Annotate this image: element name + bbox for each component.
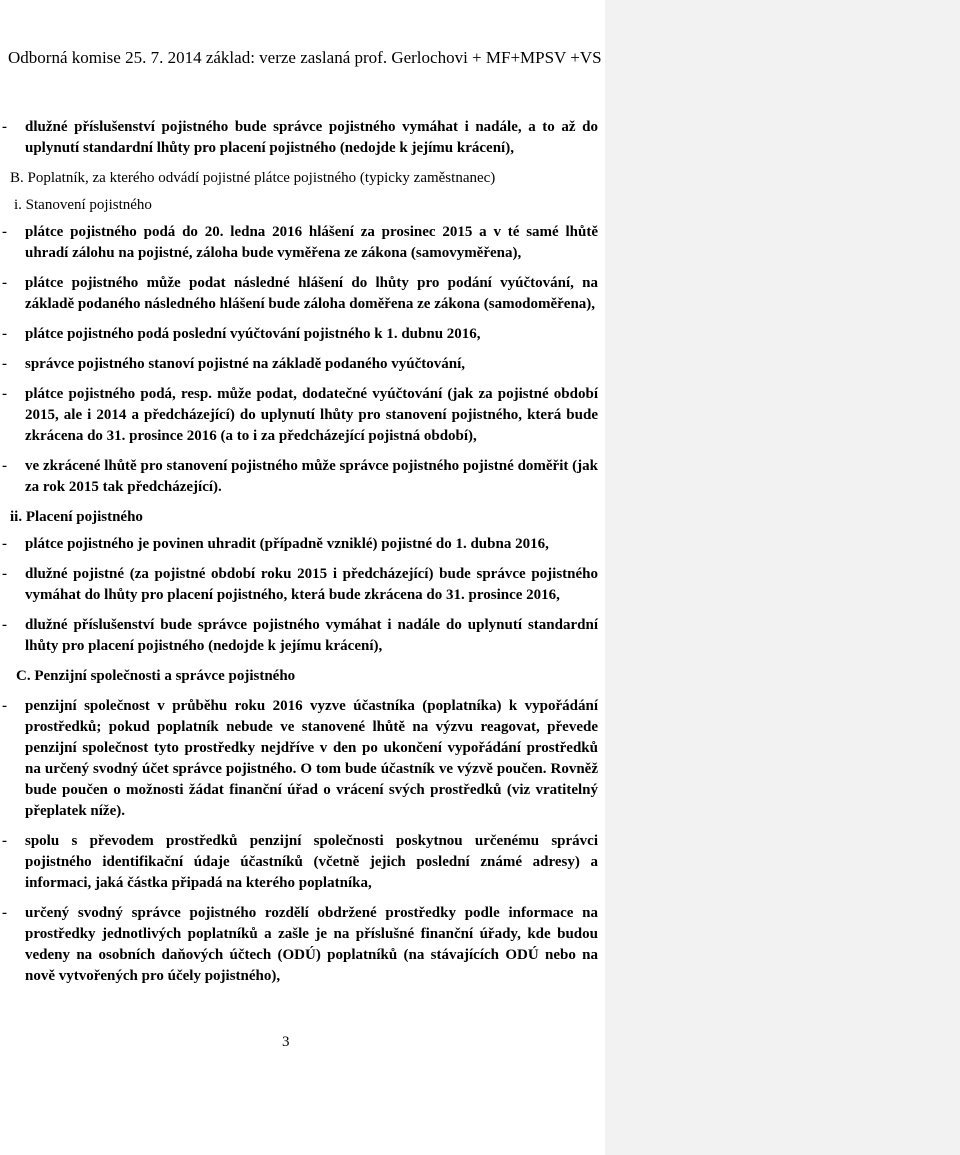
item-text: plátce pojistného je povinen uhradit (případně vzniklé) pojistné do 1. dubna 2016, [25, 536, 549, 552]
list-item [0, 222, 598, 264]
list-item [0, 384, 598, 447]
bullet-dash: - [2, 698, 7, 714]
list-item [0, 456, 598, 498]
bullet-dash: - [2, 326, 7, 342]
item-text: plátce pojistného podá poslední vyúčtování pojistného k 1. dubnu 2016, [25, 326, 481, 342]
item-text: spolu s převodem prostředků penzijní společnosti poskytnou určenému správci pojistného identifikační údaje účastníků (včetně jejich poslední známé adresy) a informaci, jaká částka připadá na kterého poplatníka, [25, 833, 598, 891]
list-item [0, 273, 598, 315]
subsection-ii-heading: ii. Placení pojistného [10, 509, 143, 525]
list-item [0, 903, 598, 987]
list-item [0, 354, 598, 375]
bullet-dash: - [2, 617, 7, 633]
bullet-dash: - [2, 905, 7, 921]
list-item [0, 534, 598, 555]
list-item [0, 696, 598, 822]
viewer-side-panel [605, 0, 960, 1155]
bullet-dash: - [2, 458, 7, 474]
list-item [0, 615, 598, 657]
item-text: určený svodný správce pojistného rozdělí obdržené prostředky podle informace na prostředky jednotlivých poplatníků a zašle je na příslušné finanční úřady, kde budou vedeny na osobních daňových účtech (ODÚ) poplatníků (na stávajících ODÚ nebo na nově vytvořených pro účely pojistného), [25, 905, 598, 984]
item-text: dlužné pojistné (za pojistné období roku 2015 i předcházející) bude správce pojistného vymáhat do lhůty pro placení pojistného, která bude zkrácena do 31. prosince 2016, [25, 566, 598, 603]
item-text: plátce pojistného podá, resp. může podat, dodatečné vyúčtování (jak za pojistné období 2015, ale i 2014 a předcházející) do uplynutí lhůty pro stanovení pojistného, která bude zkrácena do 31. prosince 2016 (a to i za předcházející pojistná období), [25, 386, 598, 444]
item-text: plátce pojistného podá do 20. ledna 2016 hlášení za prosinec 2015 a v té samé lhůtě uhradí zálohu na pojistné, záloha bude vyměřena ze zákona (samovyměřena), [25, 224, 598, 261]
page-number: 3 [282, 1034, 290, 1050]
list-item [0, 831, 598, 894]
bullet-dash: - [2, 224, 7, 240]
bullet-dash: - [2, 566, 7, 582]
bullet-dash: - [2, 386, 7, 402]
bullet-dash: - [2, 536, 7, 552]
subsection-i-heading: i. Stanovení pojistného [14, 197, 152, 213]
section-c-heading: C. Penzijní společnosti a správce pojistného [16, 668, 296, 684]
item-text: ve zkrácené lhůtě pro stanovení pojistného může správce pojistného pojistné doměřit (jak za rok 2015 tak předcházející). [25, 458, 598, 495]
section-b-heading: B. Poplatník, za kterého odvádí pojistné plátce pojistného (typicky zaměstnanec) [10, 170, 496, 186]
item-text: penzijní společnost v průběhu roku 2016 vyzve účastníka (poplatníka) k vypořádání prostředků; pokud poplatník nebude ve stanovené lhůtě na výzvu reagovat, převede penzijní společnost tyto prostředky nejdříve v den po ukončení vypořádání prostředků na určený svodný účet správce pojistného. O tom bude účastník ve výzvě poučen. Rovněž bude poučen o možnosti žádat finanční úřad o vrácení svých prostředků (viz vratitelný přeplatek níže). [25, 698, 598, 819]
document-body [0, 117, 598, 987]
item-text: plátce pojistného může podat následné hlášení do lhůty pro podání vyúčtování, na základě podaného následného hlášení bude záloha doměřena ze zákona (samodoměřena), [25, 275, 598, 312]
bullet-dash: - [2, 833, 7, 849]
item-text: správce pojistného stanoví pojistné na základě podaného vyúčtování, [25, 356, 466, 372]
list-item [0, 117, 598, 159]
item-text: dlužné příslušenství pojistného bude správce pojistného vymáhat i nadále, a to až do uplynutí standardní lhůty pro placení pojistného (nedojde k jejímu krácení), [25, 119, 598, 156]
bullet-dash: - [2, 275, 7, 291]
list-item [0, 324, 598, 345]
list-item [0, 564, 598, 606]
item-text: dlužné příslušenství bude správce pojistného vymáhat i nadále do uplynutí standardní lhůty pro placení pojistného (nedojde k jejímu krácení), [25, 617, 598, 654]
bullet-dash: - [2, 119, 7, 135]
bullet-dash: - [2, 356, 7, 372]
page-header: Odborná komise 25. 7. 2014 základ: verze zaslaná prof. Gerlochovi + MF+MPSV +VS [8, 48, 602, 67]
